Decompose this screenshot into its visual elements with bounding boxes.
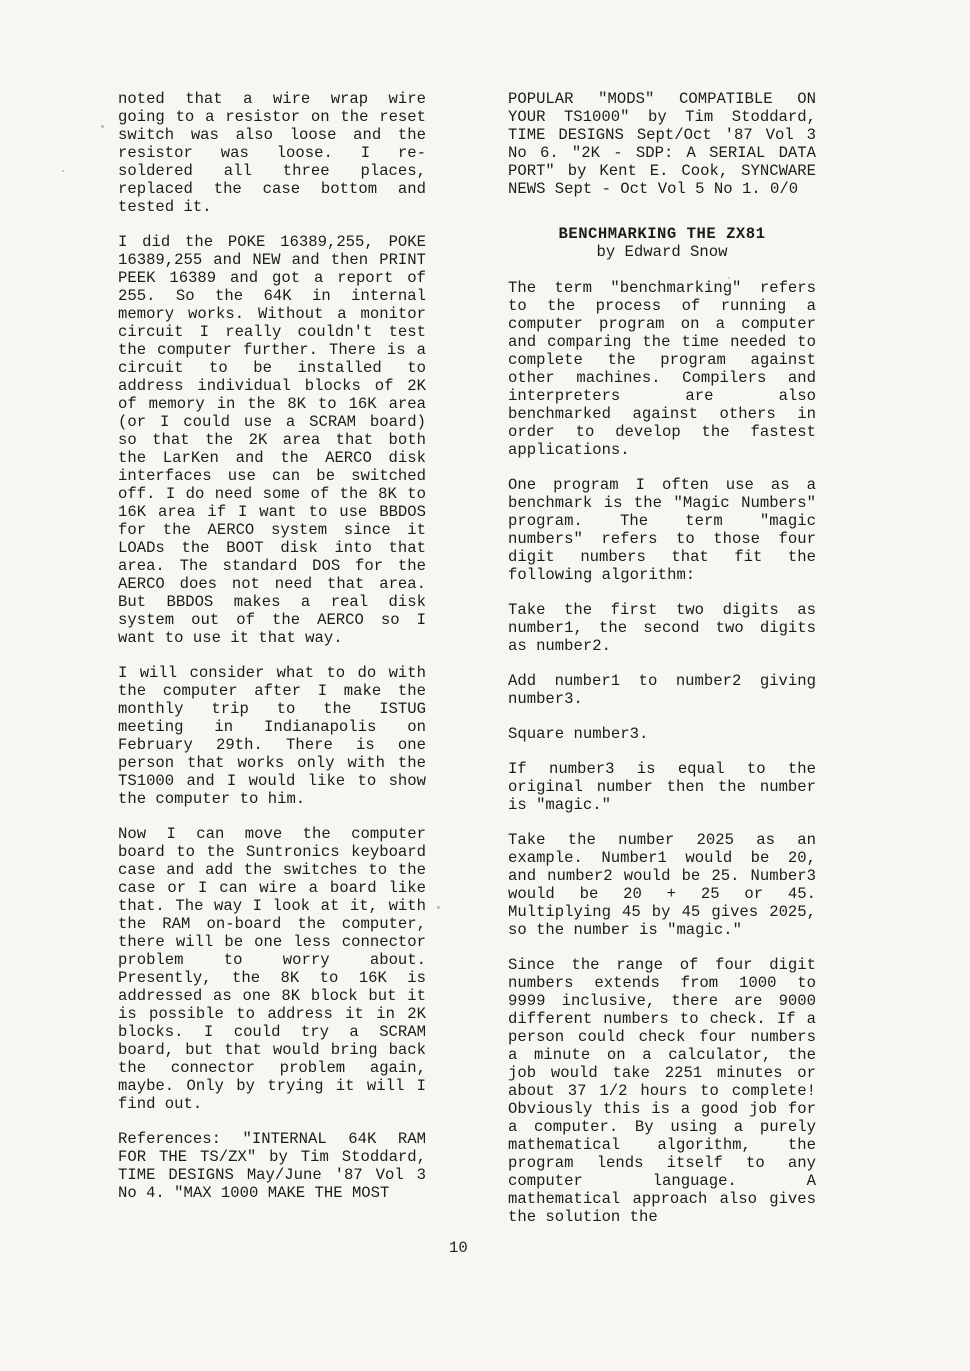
left-paragraph-4: Now I can move the computer board to the Suntronics keyboard case and add the switches to the case or I can wire a board like that. The way I look at it, with the RAM on-board the computer, there will be one less connector problem to worry about. Presently, the 8K to 16K is addressed as one 8K block but it is possible to address it in 2K blocks. I could try a SCRAM board, but that would bring back the connector problem again, maybe. Only by trying it will I find out. — [118, 825, 426, 1113]
right-paragraph-6: If number3 is equal to the original number then the number is "magic." — [508, 760, 816, 814]
scan-speck — [728, 277, 730, 279]
right-paragraph-4: Add number1 to number2 giving number3. — [508, 672, 816, 708]
right-paragraph-7: Take the number 2025 as an example. Number1 would be 20, and number2 would be 25. Number3 would be 20 + 25 or 45. Multiplying 45 by 45 gives 2025, so the number is "magic." — [508, 831, 816, 939]
right-references-continued: POPULAR "MODS" COMPATIBLE ON YOUR TS1000" by Tim Stoddard, TIME DESIGNS Sept/Oct '87 Vol 3 No 6. "2K - SDP: A SERIAL DATA PORT" by Kent E. Cook, SYNCWARE NEWS Sept - Oct Vol 5 No 1. 0/0 — [508, 90, 816, 198]
left-paragraph-3: I will consider what to do with the computer after I make the monthly trip to the ISTUG meeting in Indianapolis on February 29th. There is one person that works only with the TS1000 and I would like to show the computer to him. — [118, 664, 426, 808]
article-title: BENCHMARKING THE ZX81 — [558, 225, 766, 243]
scan-speck — [62, 170, 64, 172]
right-paragraph-8: Since the range of four digit numbers extends from 1000 to 9999 inclusive, there are 9000 different numbers to check. If a person could check four numbers a minute on a calculator, the job would take 2251 minutes or about 37 1/2 hours to complete! Obviously this is a good job for a computer. By using a purely mathematical algorithm, the program lends itself to any computer language. A mathematical approach also gives the solution the — [508, 956, 816, 1226]
left-column — [118, 90, 426, 1219]
right-paragraph-3: Take the first two digits as number1, the second two digits as number2. — [508, 601, 816, 655]
scan-speck — [437, 906, 440, 909]
article-byline: by Edward Snow — [596, 243, 728, 261]
left-paragraph-1: noted that a wire wrap wire going to a resistor on the reset switch was also loose and the resistor was loose. I re-soldered all three places, replaced the case bottom and tested it. — [118, 90, 426, 216]
scan-speck — [101, 125, 104, 128]
right-paragraph-5: Square number3. — [508, 725, 649, 743]
page-number: 10 — [449, 1239, 468, 1257]
left-paragraph-2: I did the POKE 16389,255, POKE 16389,255 and NEW and then PRINT PEEK 16389 and got a report of 255. So the 64K in internal memory works. Without a monitor circuit I really couldn't test the computer further. There is a circuit to be installed to address individual blocks of 2K of memory in the 8K to 16K area (or I could use a SCRAM board) so that the 2K area that both the LarKen and the AERCO disk interfaces use can be switched off. I do need some of the 8K to 16K area if I want to use BBDOS for the AERCO system since it LOADs the BOOT disk into that area. The standard DOS for the AERCO does not need that area. But BBDOS makes a real disk system out of the AERCO so I want to use it that way. — [118, 233, 426, 647]
right-paragraph-1: The term "benchmarking" refers to the process of running a computer program on a computer and comparing the time needed to complete the program against other machines. Compilers and interpreters are also benchmarked against others in order to develop the fastest applications. — [508, 279, 816, 459]
right-column — [508, 90, 816, 1243]
right-paragraph-2: One program I often use as a benchmark is the "Magic Numbers" program. The term "magic numbers" refers to those four digit numbers that fit the following algorithm: — [508, 476, 816, 584]
left-references: References: "INTERNAL 64K RAM FOR THE TS/ZX" by Tim Stoddard, TIME DESIGNS May/June '87 Vol 3 No 4. "MAX 1000 MAKE THE MOST — [118, 1130, 426, 1202]
